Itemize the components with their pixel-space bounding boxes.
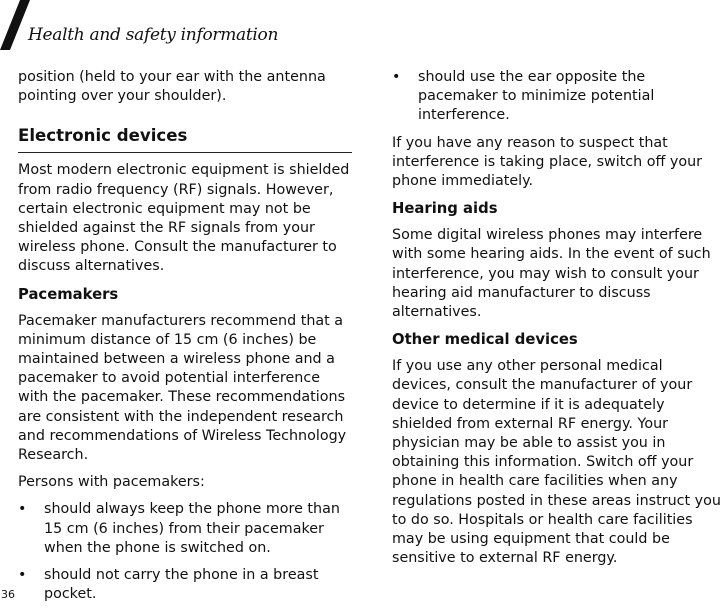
list-item — [18, 500, 352, 558]
suspect-interference-text: If you have any reason to suspect that interference is taking place, switch off your phone immediately. — [392, 134, 703, 190]
list-item-text: should always keep the phone more than 15 cm (6 inches) from their pacemaker when the phone is switched on. — [44, 501, 340, 556]
page-header — [0, 0, 721, 50]
header-title: Health and safety information — [28, 25, 279, 45]
page-number: 36 — [1, 588, 15, 601]
list-item-text: should not carry the phone in a breast pocket. — [44, 567, 319, 603]
list-item — [18, 566, 352, 604]
bullet-icon: • — [18, 567, 27, 584]
persons-with-pacemakers-intro: Persons with pacemakers: — [18, 474, 205, 491]
bullet-icon: • — [392, 69, 401, 85]
list-item — [392, 68, 721, 126]
hearing-aids-body: Some digital wireless phones may interfere with some hearing aids. In the event of such interference, you may wish to consult your hearing aid manufacturer to discuss alternatives. — [392, 227, 711, 321]
left-column — [18, 68, 352, 612]
hearing-aids-heading: Hearing aids — [392, 200, 498, 218]
pacemaker-bullet-list-continued — [392, 68, 721, 126]
pacemakers-body: Pacemaker manufacturers recommend that a minimum distance of 15 cm (6 inches) be maintained between a wireless phone and a pacemaker to avoid potential interference with the pacemaker. These recommendations are consistent with the independent research and recommendations of Wireless Technology Research. — [18, 312, 347, 464]
pacemaker-bullet-list — [18, 500, 352, 604]
list-item-text: should use the ear opposite the pacemaker to minimize potential interference. — [418, 69, 655, 124]
bullet-icon: • — [18, 501, 27, 518]
other-medical-devices-heading: Other medical devices — [392, 331, 578, 349]
electronic-devices-body: Most modern electronic equipment is shielded from radio frequency (RF) signals. However, certain electronic equipment may not be shielded against the RF signals from your wireless phone. Consult the manufacturer to discuss alternatives. — [18, 162, 350, 275]
electronic-devices-heading: Electronic devices — [18, 125, 352, 153]
intro-text: position (held to your ear with the antenna pointing over your shoulder). — [18, 69, 326, 105]
other-medical-devices-body: If you use any other personal medical devices, consult the manufacturer of your device to determine if it is adequately shielded from external RF energy. Your physician may be able to assist you in obtaining this information. Switch off your phone in health care facilities when any regulations posted in these areas instruct you to do so. Hospitals or health care facilities may be using equipment that could be sensitive to external RF energy. — [392, 358, 721, 567]
right-column — [392, 68, 721, 576]
pacemakers-heading: Pacemakers — [18, 285, 119, 303]
header-slash-graphic — [0, 0, 30, 50]
